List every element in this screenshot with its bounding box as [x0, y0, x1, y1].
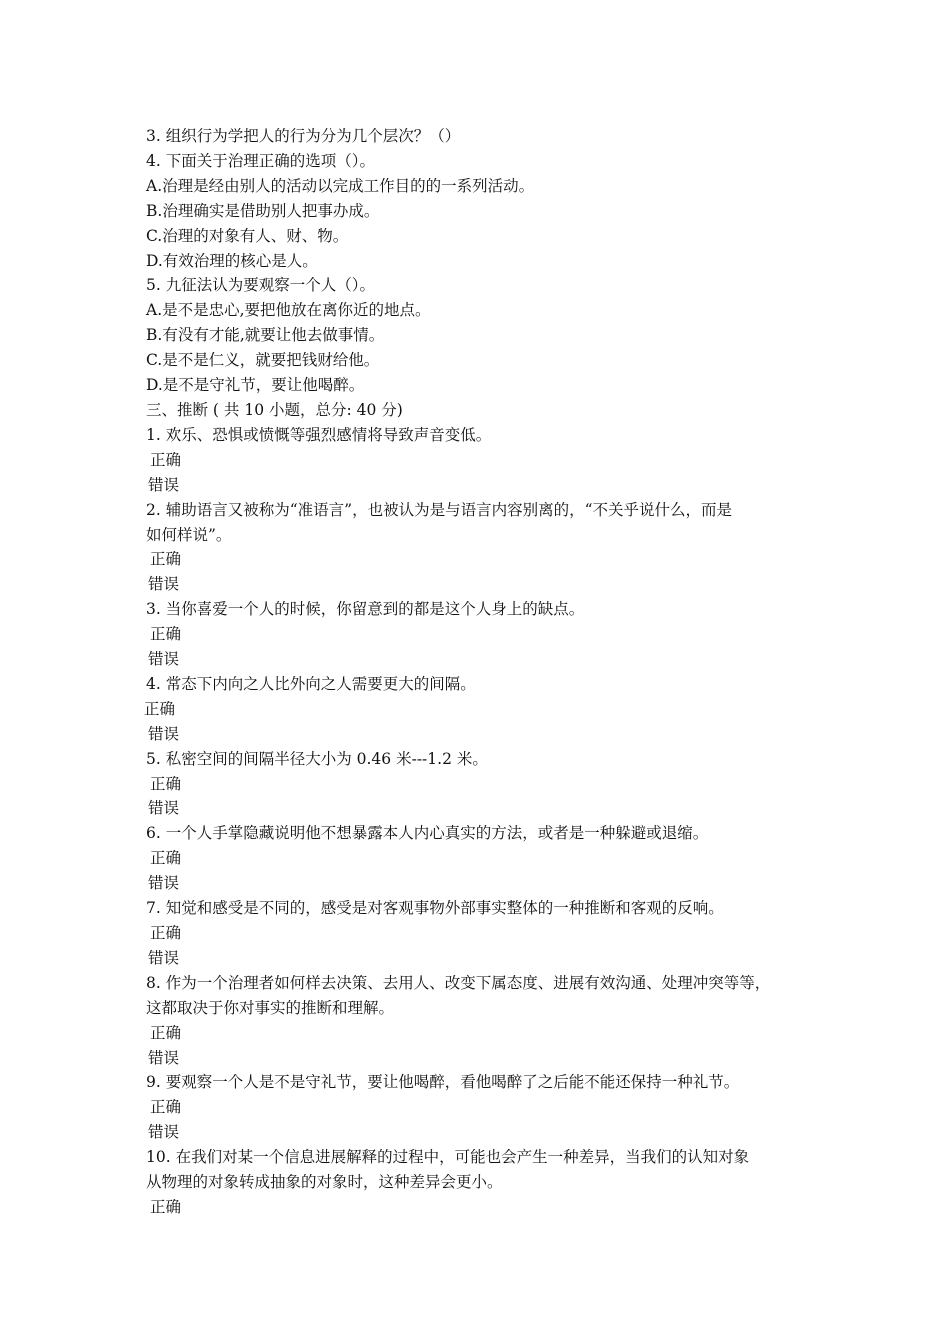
judgment-9-statement: 9. 要观察一个人是不是守礼节，要让他喝醉，看他喝醉了之后能不能还保持一种礼节。 [146, 1073, 740, 1092]
judgment-5-statement: 5. 私密空间的间隔半径大小为 0.46 米---1.2 米。 [146, 749, 488, 768]
judgment-2-statement-cont: 如何样说”。 [146, 525, 232, 544]
question-4-option-c: C.治理的对象有人、财、物。 [146, 226, 349, 245]
judgment-9-option-false[interactable]: 错误 [148, 1123, 180, 1142]
judgment-3-statement: 3. 当你喜爱一个人的时候，你留意到的都是这个人身上的缺点。 [146, 600, 585, 619]
judgment-7-statement: 7. 知觉和感受是不同的，感受是对客观事物外部事实整体的一种推断和客观的反响。 [146, 899, 724, 918]
question-4-option-a: A.治理是经由别人的活动以完成工作目的的一系列活动。 [146, 176, 535, 195]
question-5-prompt: 5. 九征法认为要观察一个人（）。 [146, 276, 375, 295]
question-4-option-d: D.有效治理的核心是人。 [146, 251, 318, 270]
judgment-1-statement: 1. 欢乐、恐惧或愤慨等强烈感情将导致声音变低。 [146, 425, 492, 444]
judgment-4-statement: 4. 常态下内向之人比外向之人需要更大的间隔。 [146, 674, 476, 693]
judgment-6-option-true[interactable]: 正确 [150, 849, 182, 868]
judgment-3-option-false[interactable]: 错误 [148, 650, 180, 669]
judgment-8-statement: 8. 作为一个治理者如何样去决策、去用人、改变下属态度、进展有效沟通、处理冲突等等， [146, 973, 771, 992]
question-4-prompt: 4. 下面关于治理正确的选项（）。 [146, 151, 375, 170]
judgment-10-statement-cont: 从物理的对象转成抽象的对象时，这种差异会更小。 [146, 1173, 503, 1192]
question-4-option-b: B.治理确实是借助别人把事办成。 [146, 201, 380, 220]
judgment-1-option-true[interactable]: 正确 [150, 450, 182, 469]
judgment-8-option-true[interactable]: 正确 [150, 1023, 182, 1042]
judgment-6-option-false[interactable]: 错误 [148, 874, 180, 893]
section-heading: 三、推断 ( 共 10 小题，总分: 40 分) [146, 400, 403, 419]
question-5-option-a: A.是不是忠心,要把他放在离你近的地点。 [146, 301, 431, 320]
judgment-4-option-true[interactable]: 正确 [144, 699, 176, 718]
judgment-8-statement-cont: 这都取决于你对事实的推断和理解。 [146, 998, 395, 1017]
question-5-option-d: D.是不是守礼节，要让他喝醉。 [146, 376, 365, 395]
judgment-2-option-false[interactable]: 错误 [148, 575, 180, 594]
document-body [146, 124, 836, 1220]
question-3-prompt: 3. 组织行为学把人的行为分为几个层次？（） [146, 127, 461, 145]
judgment-4-option-false[interactable]: 错误 [148, 724, 180, 743]
judgment-6-statement: 6. 一个人手掌隐藏说明他不想暴露本人内心真实的方法，或者是一种躲避或退缩。 [146, 824, 709, 843]
judgment-2-option-true[interactable]: 正确 [150, 550, 182, 569]
judgment-10-option-true[interactable]: 正确 [150, 1197, 182, 1216]
judgment-8-option-false[interactable]: 错误 [148, 1048, 180, 1067]
judgment-3-option-true[interactable]: 正确 [150, 625, 182, 644]
judgment-10-statement: 10. 在我们对某一个信息进展解释的过程中，可能也会产生一种差异，当我们的认知对象 [146, 1148, 750, 1167]
judgment-1-option-false[interactable]: 错误 [148, 475, 180, 494]
judgment-9-option-true[interactable]: 正确 [150, 1098, 182, 1117]
judgment-2-statement: 2. 辅助语言又被称为“准语言”，也被认为是与语言内容别离的，“不关乎说什么，而是 [146, 500, 732, 519]
question-5-option-b: B.有没有才能,就要让他去做事情。 [146, 326, 385, 345]
judgment-5-option-true[interactable]: 正确 [150, 774, 182, 793]
judgment-7-option-false[interactable]: 错误 [148, 948, 180, 967]
question-5-option-c: C.是不是仁义，就要把钱财给他。 [146, 351, 380, 370]
judgment-7-option-true[interactable]: 正确 [150, 924, 182, 942]
judgment-5-option-false[interactable]: 错误 [148, 799, 180, 818]
